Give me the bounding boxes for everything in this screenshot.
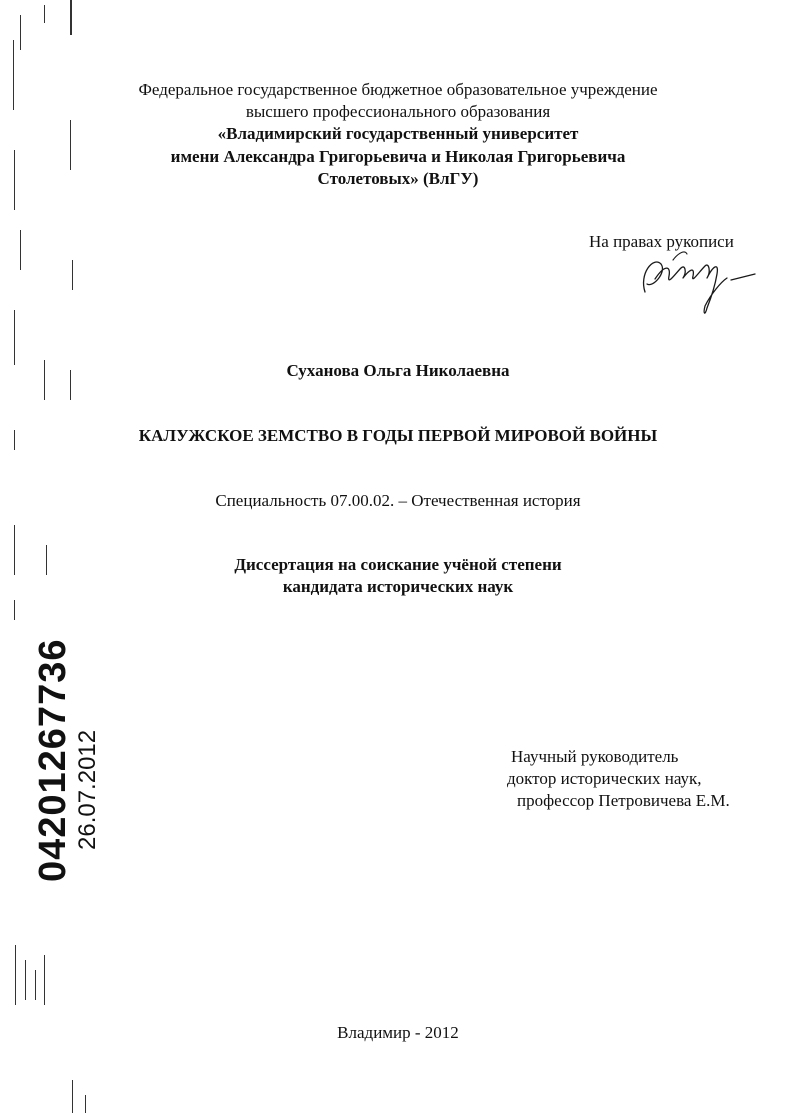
dissertation-title: КАЛУЖСКОЕ ЗЕМСТВО В ГОДЫ ПЕРВОЙ МИРОВОЙ ВОЙНЫ — [138, 426, 658, 445]
header-line-3: «Владимирский государственный университет — [217, 124, 579, 143]
specialty: Специальность 07.00.02. – Отечественная история — [215, 491, 581, 510]
supervisor-label: Научный руководитель — [511, 747, 679, 766]
archive-date-stamp: 26.07.2012 — [74, 729, 101, 850]
header-line-4: имени Александра Григорьевича и Николая Григорьевича — [170, 147, 626, 166]
header-line-2: высшего профессионального образования — [245, 102, 551, 121]
archive-number-stamp: 04201267736 — [32, 638, 74, 882]
supervisor-name: профессор Петровичева Е.М. — [517, 791, 730, 810]
header-line-5: Столетовых» (ВлГУ) — [317, 169, 479, 188]
supervisor-degree: доктор исторических наук, — [507, 769, 702, 788]
dissertation-degree-line-1: Диссертация на соискание учёной степени — [234, 555, 562, 574]
place-year: Владимир - 2012 — [337, 1023, 459, 1042]
author-name: Суханова Ольга Николаевна — [286, 361, 510, 380]
signature-image — [635, 244, 760, 322]
manuscript-note: На правах рукописи — [589, 232, 734, 251]
dissertation-degree-line-2: кандидата исторических наук — [282, 577, 514, 596]
header-line-1: Федеральное государственное бюджетное образовательное учреждение — [138, 80, 658, 99]
